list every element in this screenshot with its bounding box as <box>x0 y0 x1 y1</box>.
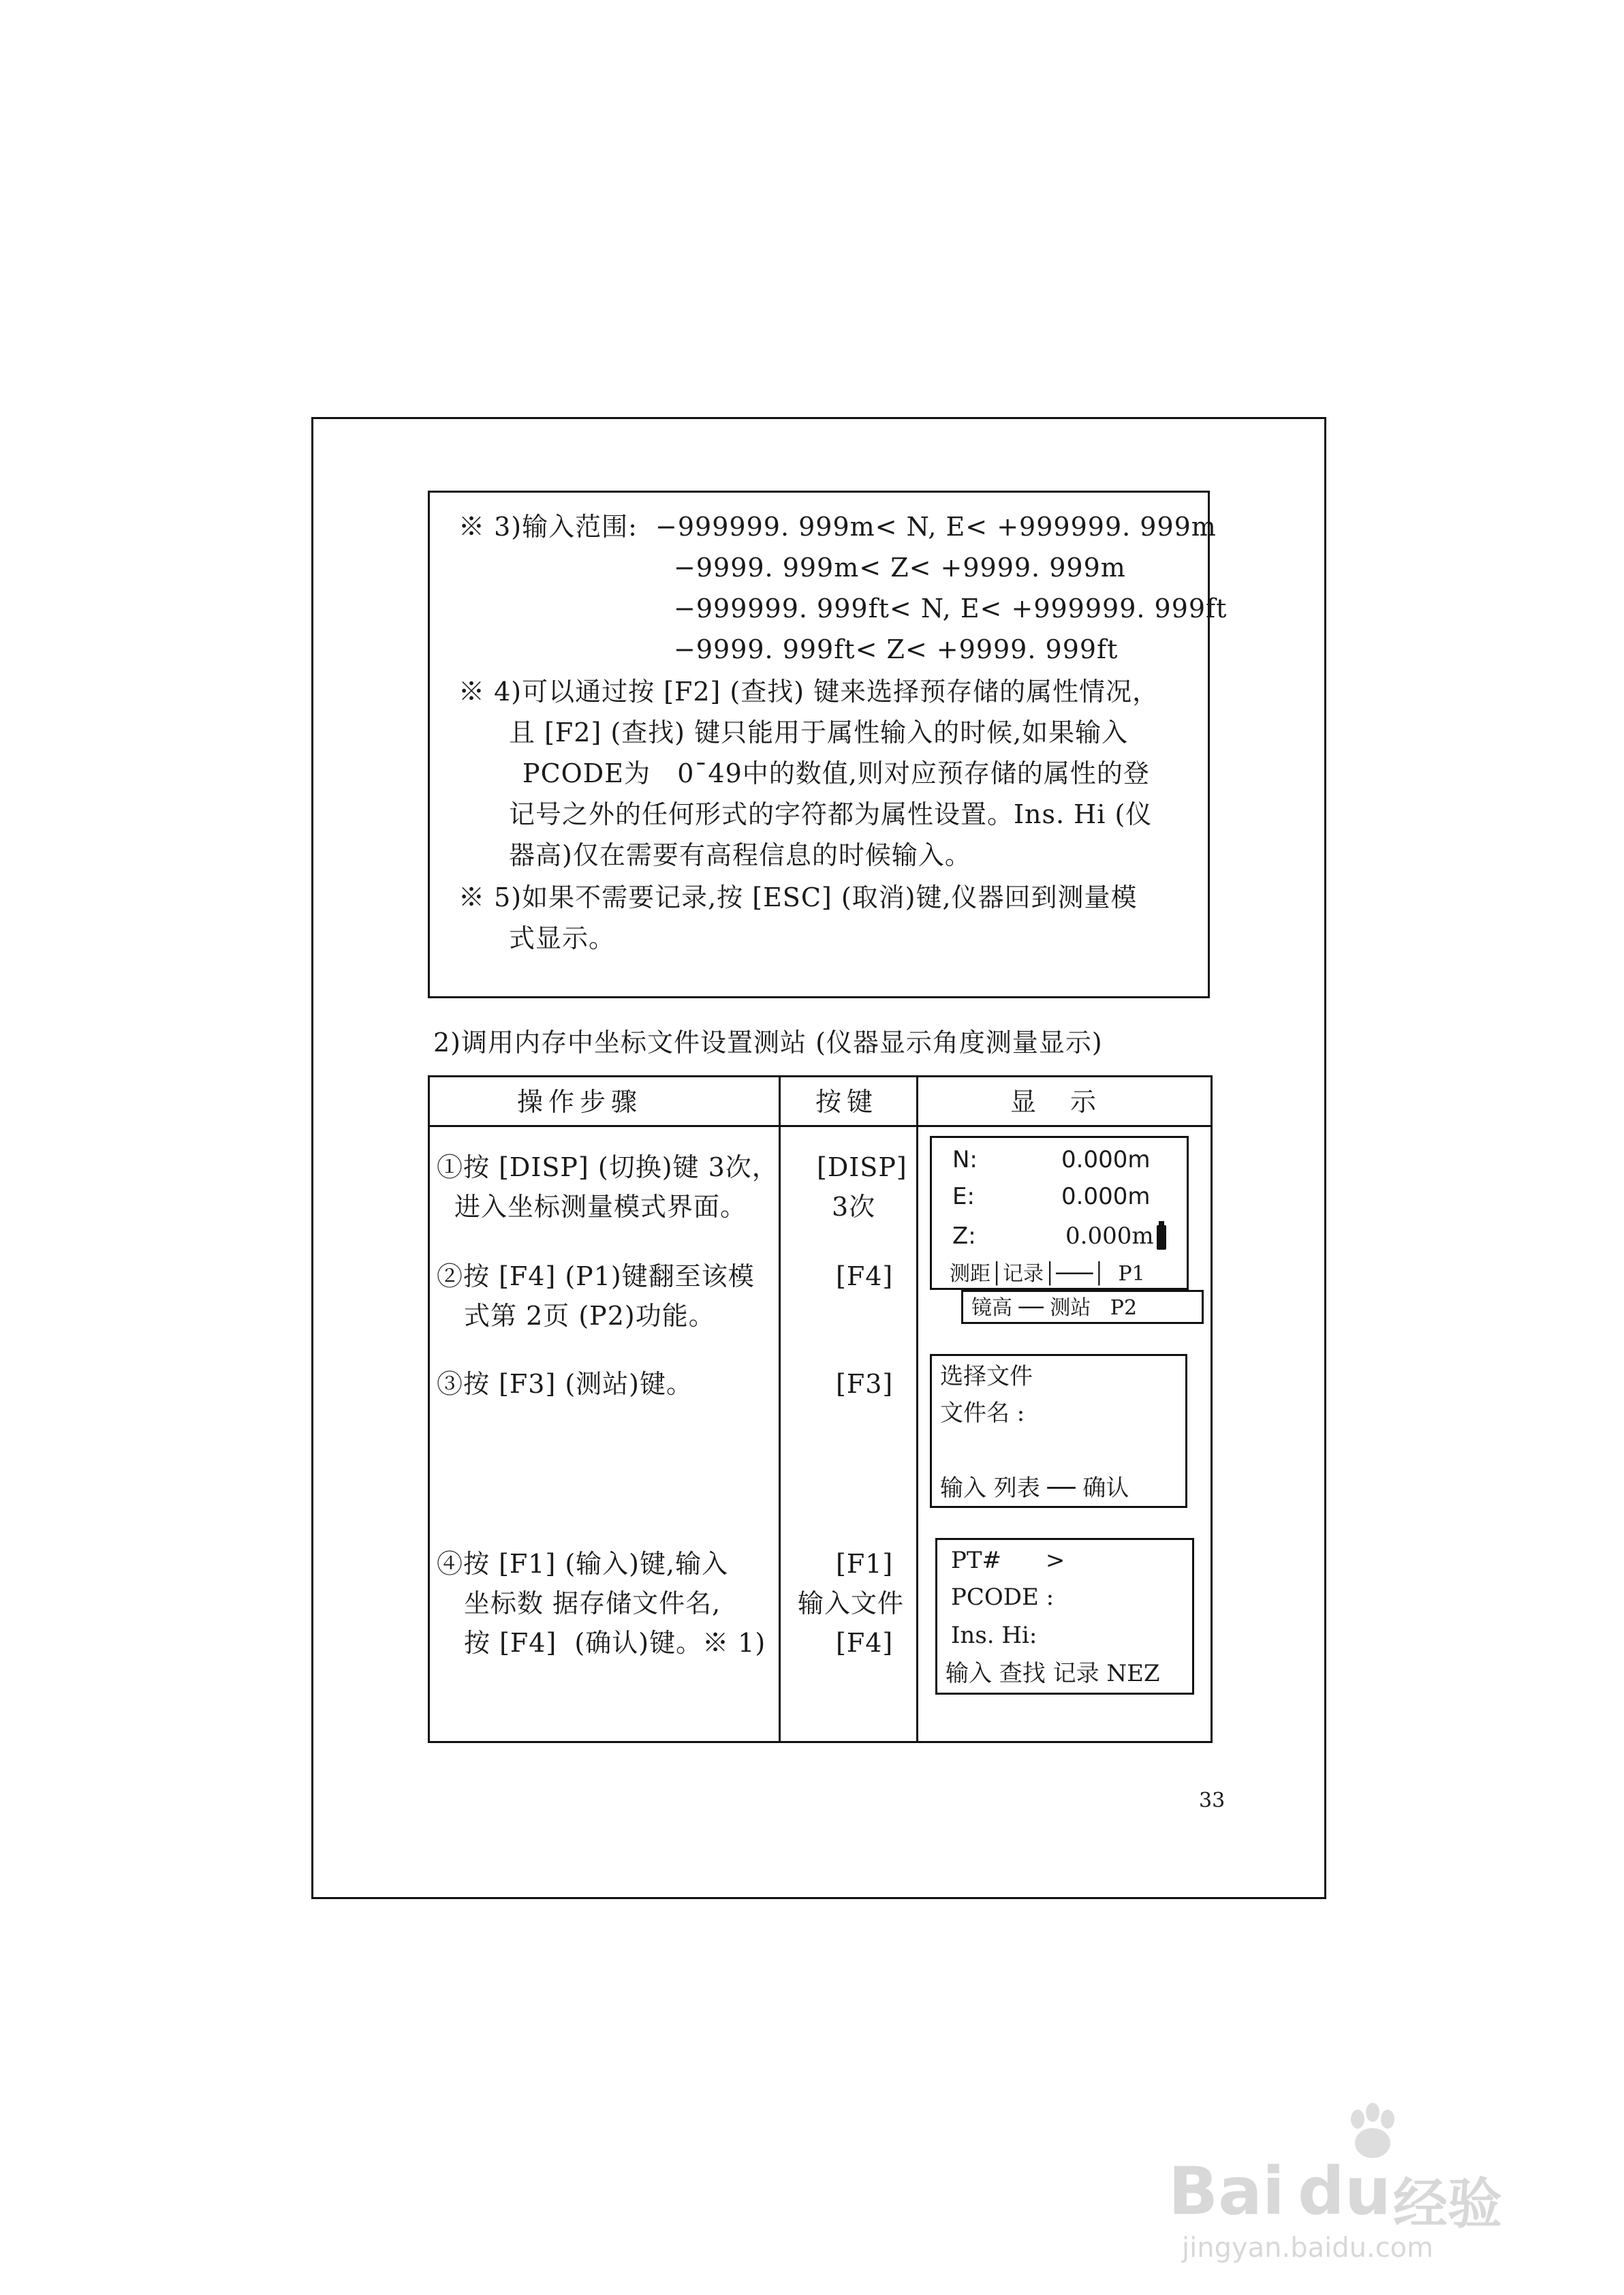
key-disp: [DISP] <box>817 1152 907 1182</box>
select-file-softkeys: 输入 列表 ── 确认 <box>940 1475 1129 1502</box>
watermark-brand: Bai <box>1168 2153 1285 2230</box>
column-divider <box>779 1077 781 1741</box>
e-label: E: <box>952 1183 975 1210</box>
step-4-line-2: 坐标数 据存储文件名, <box>464 1588 721 1618</box>
header-steps: 操作步骤 <box>517 1087 643 1117</box>
n-value: 0.000m <box>1061 1146 1151 1173</box>
file-name-label: 文件名 : <box>940 1400 1025 1427</box>
baidu-watermark <box>1168 2099 1550 2262</box>
note-4-line-5: 器高)仅在需要有高程信息的时候输入。 <box>509 840 971 870</box>
note-3-line-2: −9999. 999m< Z< +9999. 999m <box>674 553 1126 583</box>
select-file-screen <box>930 1354 1187 1508</box>
header-keys: 按键 <box>815 1087 879 1117</box>
step-4-line-1: ④按 [F1] (输入)键,输入 <box>437 1549 729 1579</box>
pt-input-screen <box>935 1538 1194 1695</box>
notes-box <box>428 491 1228 998</box>
key-f4: [F4] <box>836 1261 894 1291</box>
note-4-line-2: 且 [F2] (查找) 键只能用于属性输入的时候,如果输入 <box>509 718 1129 748</box>
note-3-line-3: −999999. 999ft< N, E< +999999. 999ft <box>674 594 1228 623</box>
step-1-line-2: 进入坐标测量模式界面。 <box>454 1192 747 1222</box>
step-1-line-1: ①按 [DISP] (切换)键 3次， <box>437 1152 779 1182</box>
step-4-line-3: 按 [F4] (确认)键。※ 1) <box>464 1628 766 1658</box>
key-disp-count: 3次 <box>832 1192 876 1222</box>
header-divider <box>430 1125 1211 1127</box>
key-f3: [F3] <box>836 1369 894 1399</box>
note-3-line-1: ※ 3)输入范围: −999999. 999m< N, E< +999999. 999m <box>458 512 1217 542</box>
n-label: N: <box>952 1146 978 1173</box>
coord-screen-p2 <box>961 1290 1204 1324</box>
key-f1: [F1] <box>836 1549 894 1579</box>
watermark-url: jingyan.baidu.com <box>1182 2232 1434 2264</box>
pt-input-softkeys: 输入 查找 记录 NEZ <box>946 1660 1160 1687</box>
section-title: 2)调用内存中坐标文件设置测站 (仪器显示角度测量显示) <box>433 1028 1103 1058</box>
note-4-line-1: ※ 4)可以通过按 [F2] (查找) 键来选择预存储的属性情况， <box>458 677 1159 707</box>
select-file-title: 选择文件 <box>940 1363 1033 1390</box>
column-divider <box>916 1077 918 1741</box>
page-number: 33 <box>1199 1789 1225 1813</box>
step-3-line-1: ③按 [F3] (测站)键。 <box>437 1369 693 1399</box>
header-display: 显示 <box>1010 1087 1131 1117</box>
note-4-line-4: 记号之外的任何形式的字符都为属性设置。Ins. Hi (仪 <box>509 799 1153 829</box>
note-4-line-3: PCODE为 0¯49中的数值,则对应预存储的属性的登 <box>522 758 1150 788</box>
battery-icon <box>1157 1225 1166 1250</box>
watermark-brand-2: du <box>1298 2153 1392 2230</box>
step-2-line-1: ②按 [F4] (P1)键翻至该模 <box>437 1261 755 1291</box>
step-2-line-2: 式第 2页 (P2)功能。 <box>464 1301 715 1331</box>
softkeys-p1: 测距│记录│───│ P1 <box>950 1262 1145 1286</box>
note-5-line-1: ※ 5)如果不需要记录,按 [ESC] (取消)键,仪器回到测量模 <box>458 882 1138 912</box>
e-value: 0.000m <box>1061 1183 1151 1210</box>
procedure-table <box>428 1075 1213 1743</box>
coord-screen <box>930 1136 1189 1290</box>
key-input-file: 输入文件 <box>798 1588 905 1618</box>
note-5-line-2: 式显示。 <box>509 923 616 953</box>
watermark-suffix: 经验 <box>1393 2172 1502 2236</box>
z-label: Z: <box>952 1222 976 1250</box>
note-3-line-4: −9999. 999ft< Z< +9999. 999ft <box>674 634 1119 664</box>
z-value: 0.000m <box>1065 1222 1154 1250</box>
pt-line: PT# > <box>951 1547 1065 1574</box>
key-f4-confirm: [F4] <box>836 1628 894 1658</box>
pcode-line: PCODE : <box>951 1584 1055 1611</box>
ins-hi-line: Ins. Hi: <box>951 1622 1037 1649</box>
softkeys-p2: 镜高 ── 测站 P2 <box>971 1296 1138 1320</box>
